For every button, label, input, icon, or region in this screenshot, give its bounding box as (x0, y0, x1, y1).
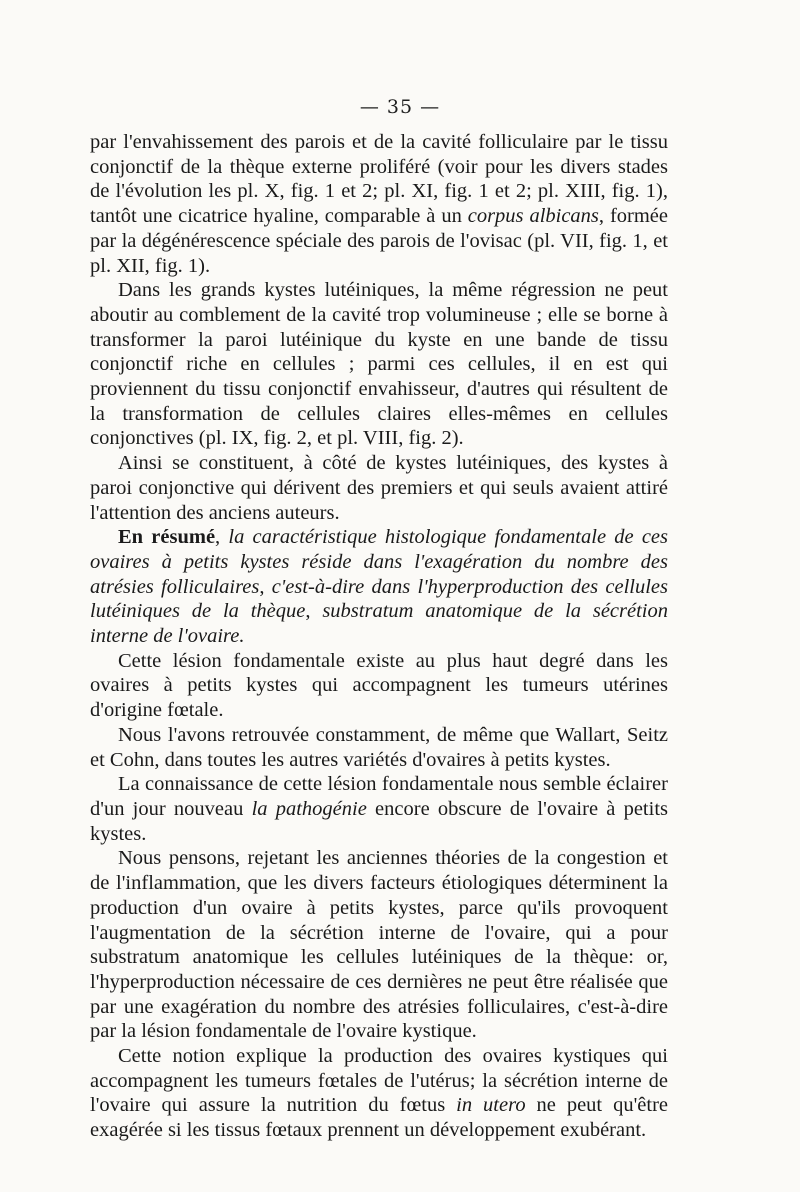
italic-text: la caractéristique histologique fondamentale de ces ovaires à petits kystes réside dans l'exagération du nombre des atrésies folliculaires (90, 526, 669, 598)
paragraph (90, 451, 668, 525)
paragraph (90, 649, 668, 723)
text-segment: encore obscure de l'ovaire à petits kystes. (90, 797, 668, 845)
bold-text: En résumé (118, 526, 216, 549)
text-segment: , (259, 575, 272, 598)
paragraph (90, 772, 668, 846)
italic-text: in utero (456, 1094, 526, 1117)
paragraph (90, 525, 668, 649)
italic-text: corpus albicans (467, 205, 599, 228)
text-segment: Nous pensons, rejetant les anciennes théories de la congestion et de l'inflammation, que les divers facteurs étiologiques déterminent la production d'un ovaire à petits kystes, parce qu'ils provoquent l'augmentation de la sécrétion interne de l'ovaire, qui a pour substratum anatomique les cellules lutéiniques de la thèque: or, l'hyperproduction nécessaire de ces dernières ne peut être réalisée que par une exagération du nombre des atrésies folliculaires, c'est-à-dire par la lésion fondamentale de l'ovaire kystique. (90, 847, 668, 1043)
text-segment: Nous l'avons retrouvée constamment, de même que Wallart, Seitz et Cohn, dans toutes les autres variétés d'ovaires à petits kystes. (90, 723, 668, 771)
text-segment: Dans les grands kystes lutéiniques, la même régression ne peut aboutir au comblement de la cavité trop volumineuse ; elle se borne à transformer la paroi lutéinique du kyste en une bande de tissu conjonctif riche en cellules ; parmi ces cellules, il en est qui proviennent du tissu conjonctif envahisseur, d'autres qui résultent de la transformation de cellules claires elles-mêmes en cellules conjonctives (pl. IX, fig. 2, et pl. VIII, fig. 2). (90, 279, 668, 450)
paragraph (90, 130, 668, 278)
paragraph (90, 1044, 668, 1143)
text-segment: ne peut qu'être exagérée si les tissus fœtaux prennent un développement exubérant. (90, 1094, 668, 1142)
text-segment: , (305, 600, 323, 623)
text-segment: La connaissance de cette lésion fondamentale nous semble éclairer d'un jour nouveau (90, 773, 668, 820)
text-segment: , formée par la dégénérescence spéciale des parois de l'ovisac (pl. VII, fig. 1, et pl. XII, fig. 1). (90, 205, 669, 277)
italic-text: c'est-à-dire dans l'hyperproduction des cellules lutéiniques de la thèque (90, 575, 668, 623)
text-segment: Ainsi se constituent, à côté de kystes lutéiniques, des kystes à paroi conjonctive qui dérivent des premiers et qui seuls avaient attiré l'attention des anciens auteurs. (90, 452, 668, 524)
text-segment: par l'envahissement des parois et de la cavité folliculaire par le tissu conjonctif de la thèque externe proliféré (voir pour les divers stades de l'évolution les pl. X, fig. 1 et 2; pl. XI, fig. 1 et 2; pl. XIII, fig. 1), tantôt une cicatrice hyaline, comparable à un (90, 131, 668, 228)
paragraph (90, 278, 668, 451)
text-segment: , (215, 526, 229, 549)
italic-text: substratum anatomique de la sécrétion interne de l'ovaire. (90, 600, 668, 648)
text-segment: Cette notion explique la production des ovaires kystiques qui accompagnent les tumeurs fœtales de l'utérus; la sécrétion interne de l'ovaire qui assure la nutrition du fœtus (90, 1045, 668, 1117)
text-segment: Cette lésion fondamentale existe au plus haut degré dans les ovaires à petits kystes qui accompagnent les tumeurs utérines d'origine fœtale. (90, 649, 668, 722)
body-text (90, 130, 668, 1143)
paragraph (90, 846, 668, 1044)
page-number: — 35 — (359, 96, 441, 118)
paragraph (90, 723, 668, 772)
italic-text: la pathogénie (251, 797, 367, 820)
